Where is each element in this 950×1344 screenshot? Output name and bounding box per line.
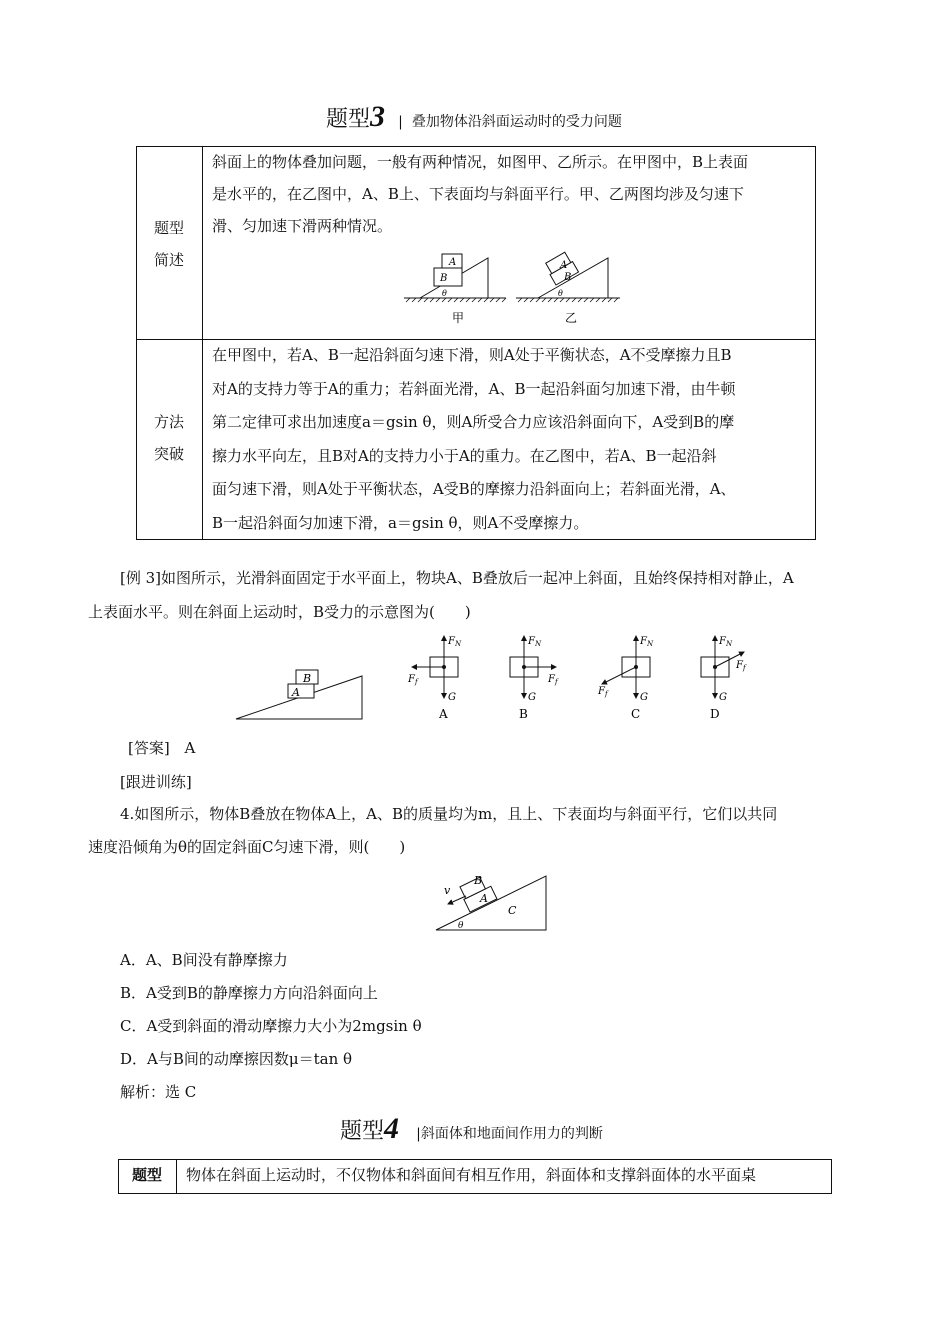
yi-label-B: B (564, 272, 572, 283)
q4-option-D: D．A与B间的动摩擦因数μ＝tan θ (120, 1050, 353, 1068)
q4-option-B: B．A受到B的静摩擦力方向沿斜面向上 (120, 984, 378, 1002)
answer-label: [答案] (128, 739, 170, 757)
svg-text:Ff: $F_f$ (548, 674, 558, 686)
jia-label-B: B (440, 273, 448, 284)
answer-value: A (184, 739, 196, 757)
yi-label-A: A (560, 260, 568, 271)
ex3-label-B: B (303, 672, 312, 685)
q4-line2: 速度沿倾角为θ的固定斜面C匀速下滑，则( ) (88, 838, 406, 856)
q4-figure (430, 870, 555, 934)
force-diagram-D (701, 636, 747, 721)
row1-line: 是水平的，在乙图中，A、B上、下表面均与斜面平行。甲、乙两图均涉及匀速下 (212, 185, 744, 203)
svg-text:D: D (710, 707, 720, 721)
svg-text:G: G (528, 692, 536, 703)
jia-caption: 甲 (452, 311, 465, 325)
row2-label (136, 406, 202, 470)
svg-text:G: G (640, 692, 648, 703)
q4-label-C: C (508, 904, 517, 917)
force-diagram-A (407, 636, 462, 721)
row2-line: 擦力水平向左，且B对A的支持力小于A的重力。在乙图中，若A、B一起沿斜 (212, 446, 717, 465)
section3-heading-word: 题型 (326, 107, 371, 132)
row1-label (136, 212, 202, 276)
example3-answer (128, 738, 195, 758)
example3-line2: 上表面水平。则在斜面上运动时，B受力的示意图为( ) (88, 603, 471, 621)
row2-line: 在甲图中，若A、B一起沿斜面匀速下滑，则A处于平衡状态，A不受摩擦力且B (212, 346, 732, 364)
jia-theta: θ (442, 289, 447, 298)
row1-line: 斜面上的物体叠加问题，一般有两种情况，如图甲、乙所示。在甲图中，B上表面 (212, 153, 749, 171)
svg-text:FN: $F_N$ (640, 636, 654, 648)
row1-label-line2: 简述 (153, 251, 184, 269)
row2-line: 第二定律可求出加速度a＝gsin θ，则A所受合力应该沿斜面向下，A受到B的摩 (212, 413, 735, 431)
section4-heading (340, 1112, 603, 1148)
example3-incline (236, 670, 362, 719)
svg-text:G: G (448, 692, 456, 703)
row2-label-line2: 突破 (153, 445, 184, 463)
section3-heading-title: 叠加物体沿斜面运动时的受力问题 (411, 114, 622, 130)
followup-label: [跟进训练] (120, 773, 192, 791)
yi-caption: 乙 (565, 311, 578, 325)
section3-table-divider (202, 146, 203, 539)
q4-analysis: 解析：选 C (120, 1083, 197, 1101)
section4-heading-separator: | (416, 1126, 421, 1142)
q4-theta: θ (458, 921, 464, 931)
svg-text:B: B (519, 707, 528, 721)
q4-option-C: C．A受到斜面的滑动摩擦力大小为2mgsin θ (120, 1017, 422, 1035)
ex3-label-A: A (292, 686, 300, 699)
row1-line: 滑、匀加速下滑两种情况。 (212, 217, 393, 235)
q4-label-B: B (474, 874, 483, 887)
row2-text (212, 339, 810, 540)
row1-label-line1: 题型 (153, 219, 184, 237)
svg-text:FN: $F_N$ (448, 636, 462, 648)
row1-text (212, 146, 810, 242)
force-diagram-C (597, 636, 654, 721)
q4-label-v: v (444, 884, 451, 897)
figure-yi (516, 251, 620, 325)
svg-text:FN: $F_N$ (528, 636, 542, 648)
row2-line: 面匀速下滑，则A处于平衡状态，A受B的摩擦力沿斜面向上；若斜面光滑，A、 (212, 480, 736, 498)
section3-heading-number: 3 (370, 100, 386, 133)
svg-text:G: G (719, 692, 727, 703)
q4-line1: 4.如图所示，物体B叠放在物体A上，A、B的质量均为m，且上、下表面均与斜面平行，它们以共同 (120, 805, 778, 823)
section4-row1-label: 题型 (131, 1166, 162, 1184)
row2-line: 对A的支持力等于A的重力；若斜面光滑，A、B一起沿斜面匀加速下滑，由牛顿 (212, 379, 736, 398)
force-diagram-B (510, 636, 559, 721)
svg-text:Ff: $F_f$ (598, 686, 608, 698)
incline-figures-jia-yi (396, 250, 626, 330)
yi-theta: θ (558, 289, 563, 298)
q4-label-A: A (480, 892, 488, 905)
svg-text:Ff: $F_f$ (736, 660, 746, 672)
section4-heading-title: 斜面体和地面间作用力的判断 (420, 1126, 603, 1142)
section3-heading (326, 100, 622, 136)
svg-text:A: A (439, 707, 448, 721)
svg-text:C: C (631, 707, 641, 721)
svg-text:Ff: $F_f$ (408, 674, 418, 686)
row2-label-line1: 方法 (153, 413, 184, 431)
section3-heading-separator: | (398, 114, 403, 130)
example3-figure (230, 630, 750, 730)
example3-line1: [例 3]如图所示，光滑斜面固定于水平面上，物块A、B叠放后一起冲上斜面，且始终保持相对静止，A (120, 569, 794, 587)
section4-row1-text: 物体在斜面上运动时，不仅物体和斜面间有相互作用，斜面体和支撑斜面体的水平面桌 (186, 1166, 757, 1184)
section4-table-divider (176, 1159, 177, 1193)
jia-label-A: A (449, 257, 457, 268)
q4-option-A: A．A、B间没有静摩擦力 (120, 951, 288, 969)
section4-heading-word: 题型 (340, 1119, 385, 1144)
figure-jia (404, 254, 506, 325)
svg-text:FN: $F_N$ (719, 636, 733, 648)
row2-line: B一起沿斜面匀加速下滑，a＝gsin θ，则A不受摩擦力。 (212, 513, 589, 532)
section4-heading-number: 4 (384, 1112, 400, 1145)
